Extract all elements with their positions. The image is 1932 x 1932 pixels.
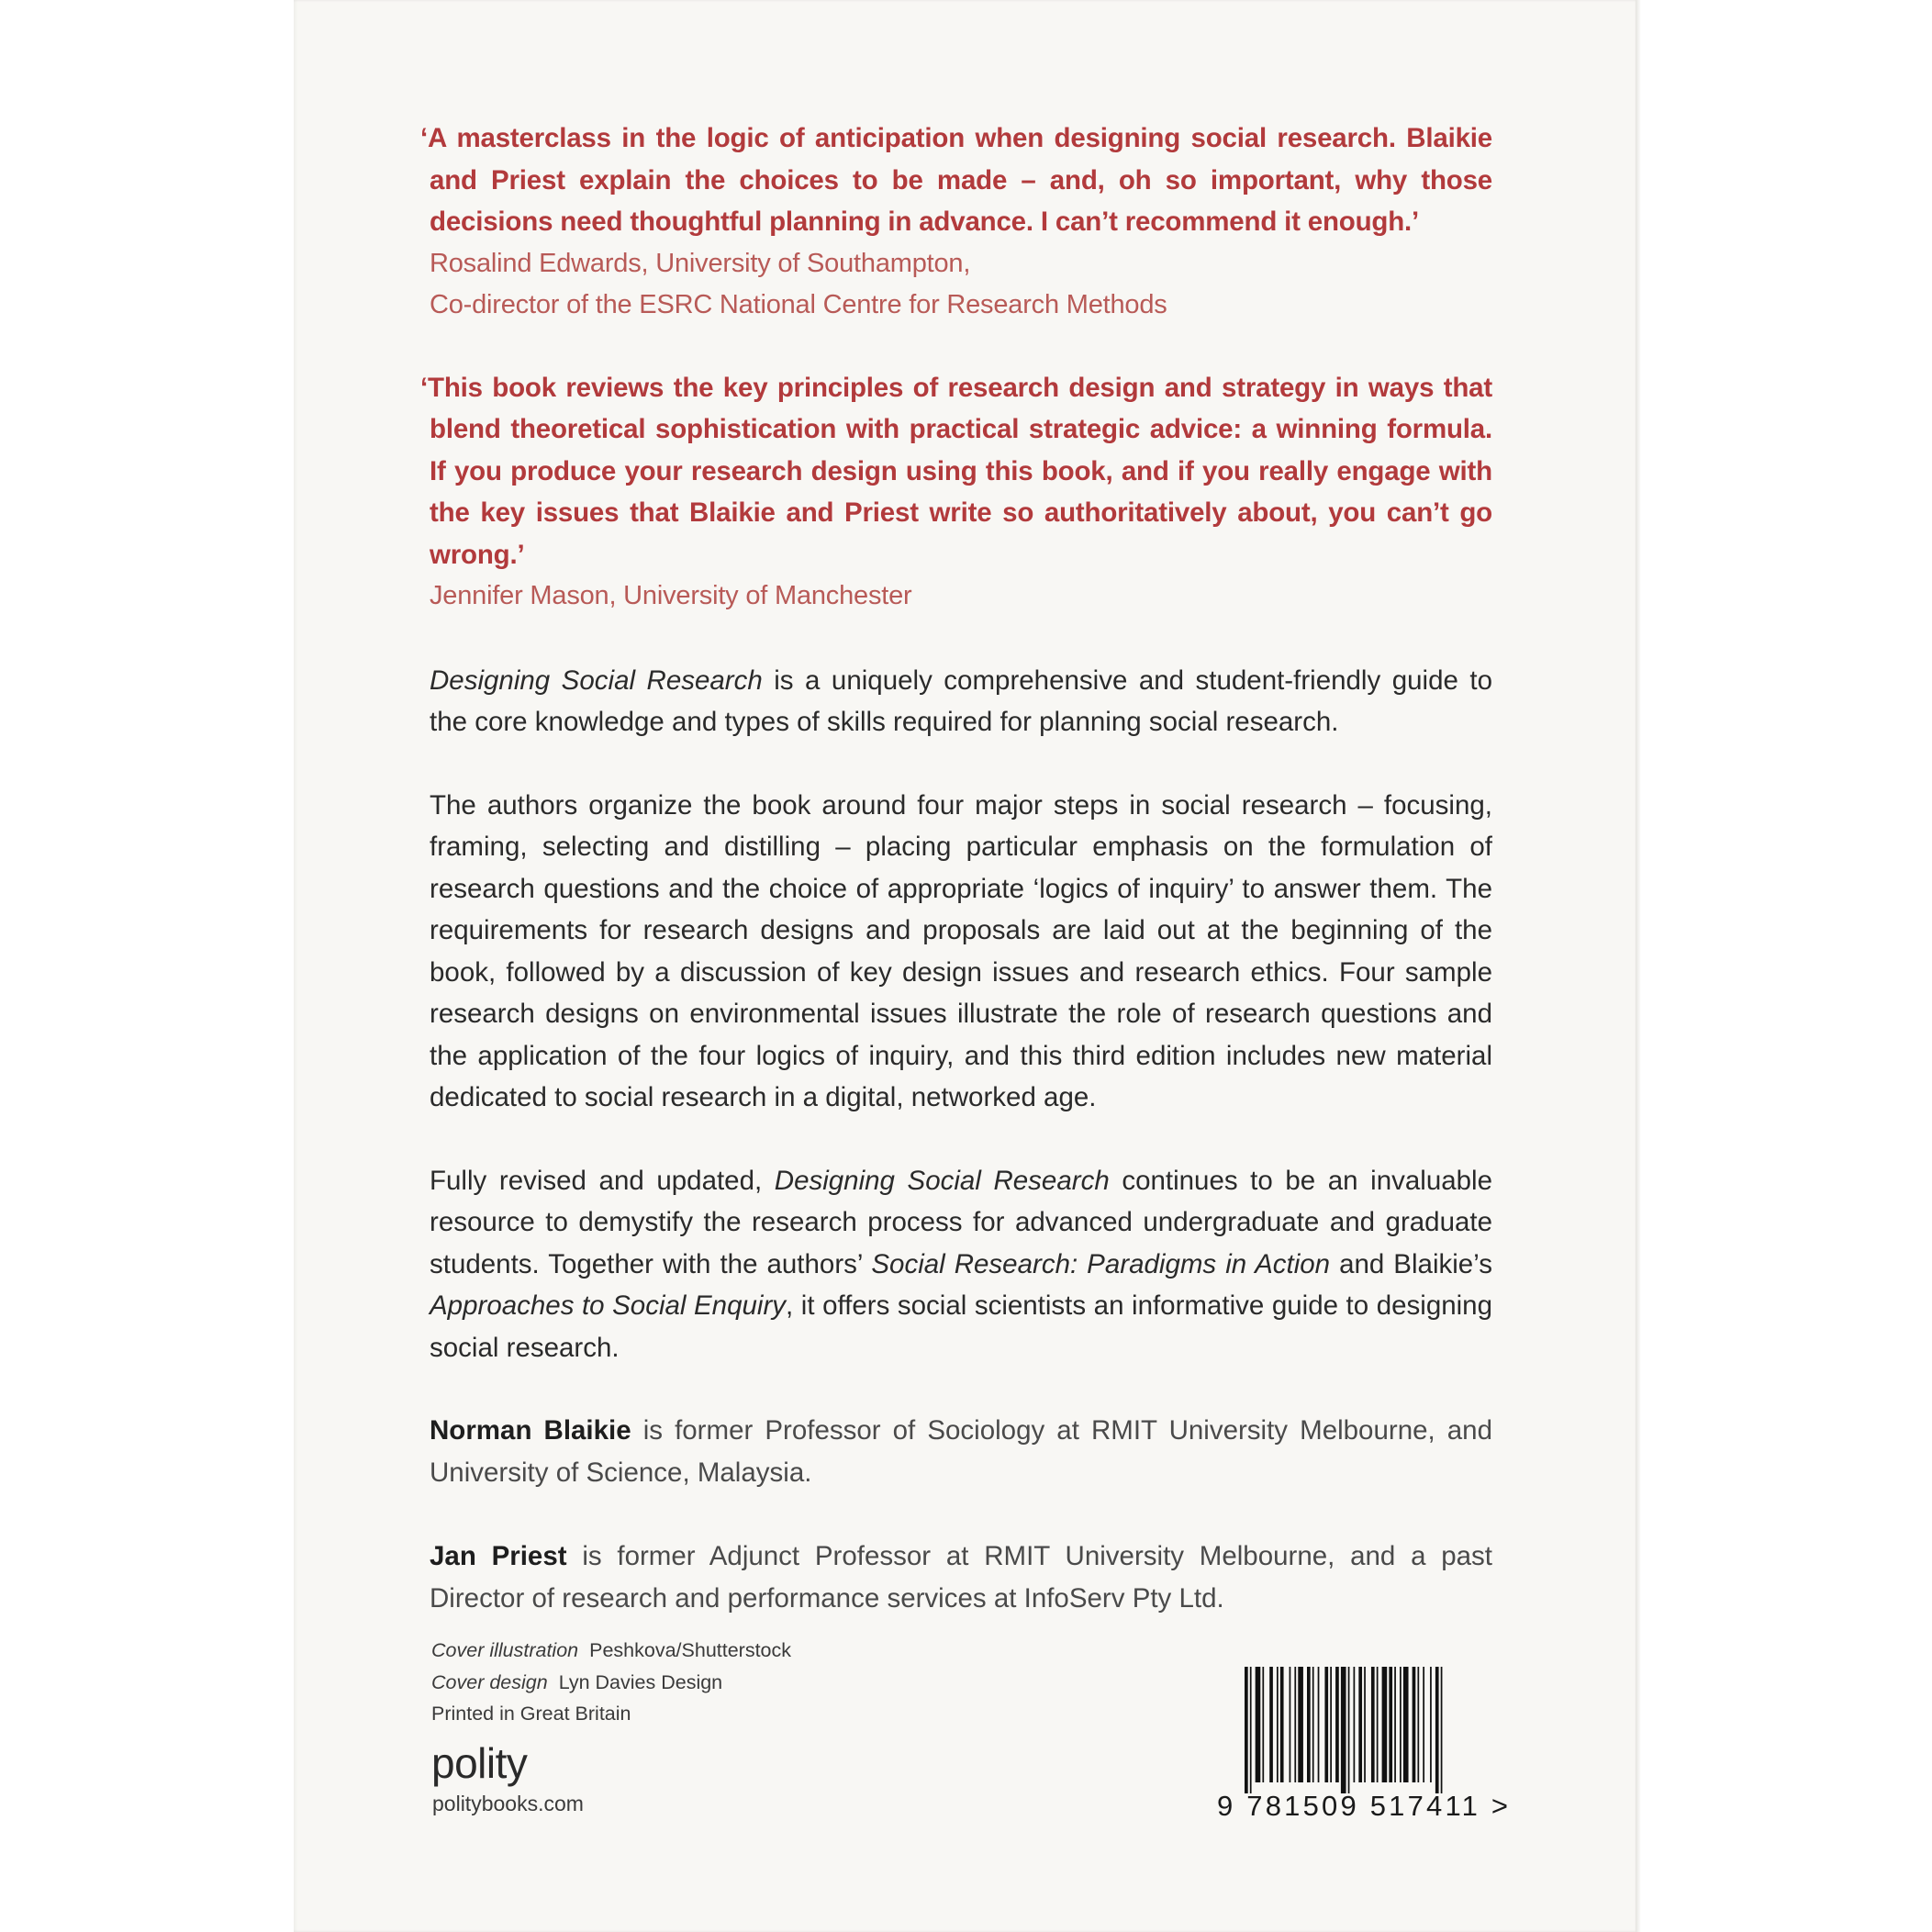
barcode-bar bbox=[1389, 1667, 1392, 1782]
credit-illustration: Cover illustration Peshkova/Shutterstock bbox=[431, 1639, 792, 1661]
barcode-bar bbox=[1307, 1667, 1311, 1782]
author-bio-2: Jan Priest is former Adjunct Professor at RMIT University Melbourne, and a past Director of research and performance services at InfoServ Pty Ltd. bbox=[430, 1541, 1492, 1614]
quote-attribution-role: Co-director of the ESRC National Centre for Research Methods bbox=[430, 290, 1167, 319]
credit-design: Cover design Lyn Davies Design bbox=[431, 1670, 723, 1693]
barcode-bar bbox=[1245, 1667, 1248, 1793]
book-title: Designing Social Research bbox=[774, 1165, 1110, 1196]
barcode-bar bbox=[1330, 1667, 1332, 1782]
quote-attribution: Rosalind Edwards, University of Southampton, bbox=[430, 248, 971, 278]
barcode-bar bbox=[1348, 1667, 1350, 1793]
barcode-bar bbox=[1354, 1667, 1356, 1782]
barcode-bar bbox=[1377, 1667, 1379, 1782]
barcode-bar bbox=[1335, 1667, 1339, 1782]
barcode-bar bbox=[1277, 1667, 1279, 1782]
barcode-bar bbox=[1358, 1667, 1362, 1782]
quote-attribution: Jennifer Mason, University of Manchester bbox=[430, 581, 912, 610]
barcode-bar bbox=[1413, 1667, 1416, 1782]
cover-edge bbox=[1636, 0, 1641, 1932]
description-paragraph-2: The authors organize the book around four major steps in social research – focusing, framing, selecting and distilling – placing particular emphasis on the formulation of research questions and the choice of appropriate ‘logics of inquiry’ to answer them. The requirements for research designs and proposals are laid out at the beginning of the book, followed by a discussion of key design issues and research ethics. Four sample research designs on environmental issues illustrate the role of research questions and the application of the four logics of inquiry, and this third edition includes new material dedicated to social research in a digital, networked age. bbox=[430, 789, 1492, 1112]
barcode-bar bbox=[1280, 1667, 1284, 1782]
barcode-bar bbox=[1294, 1667, 1296, 1782]
barcode-bar bbox=[1312, 1667, 1314, 1782]
related-title: Approaches to Social Enquiry bbox=[430, 1290, 787, 1321]
description-paragraph-3: Fully revised and updated, Designing Social Research continues to be an invaluable resource to demystify the research process for advanced undergraduate and graduate students. Together with the authors’ Social Research: Paradigms in Action and Blaikie’s Approaches to Social Enquiry, it offers social scientists an informative guide to designing social research. bbox=[430, 1165, 1493, 1363]
related-title: Social Research: Paradigms in Action bbox=[871, 1248, 1331, 1279]
barcode-bar bbox=[1403, 1667, 1409, 1782]
barcode-bar bbox=[1430, 1667, 1432, 1782]
barcode-bar bbox=[1423, 1667, 1424, 1782]
barcode-bar bbox=[1269, 1667, 1273, 1782]
barcode-bar bbox=[1400, 1667, 1402, 1782]
quote-text: ‘This book reviews the key principles of research design and strategy in ways that blend theoretical sophistication with practical strategic advice: a winning formula. If you produce your research design using this book, and if you really engage with the key issues that Blaikie and Priest write so authoritatively about, you can’t go wrong.’ bbox=[420, 372, 1492, 570]
book-title: Designing Social Research bbox=[430, 664, 763, 696]
barcode-bar bbox=[1298, 1667, 1303, 1782]
printed-in: Printed in Great Britain bbox=[431, 1703, 631, 1725]
barcode-bar bbox=[1382, 1667, 1388, 1782]
barcode-bar bbox=[1441, 1667, 1443, 1793]
barcode-bar bbox=[1394, 1667, 1396, 1782]
author-name: Jan Priest bbox=[430, 1541, 567, 1571]
barcode-bar bbox=[1324, 1667, 1328, 1782]
isbn-digits: 9 781509 517411 > bbox=[1217, 1790, 1512, 1822]
cover-credits bbox=[431, 1635, 791, 1730]
barcode-bar bbox=[1256, 1667, 1261, 1782]
author-name: Norman Blaikie bbox=[430, 1415, 631, 1446]
author-bio-1: Norman Blaikie is former Professor of Sociology at RMIT University Melbourne, and University of Science, Malaysia. bbox=[430, 1415, 1492, 1488]
barcode-bar bbox=[1417, 1667, 1419, 1782]
isbn-barcode bbox=[1245, 1667, 1494, 1793]
barcode-bar bbox=[1262, 1667, 1264, 1782]
barcode-bar bbox=[1364, 1667, 1366, 1782]
barcode-bar bbox=[1371, 1667, 1375, 1782]
description-paragraph-1: Designing Social Research is a uniquely comprehensive and student-friendly guide to the core knowledge and types of skills required for planning social research. bbox=[430, 664, 1492, 737]
barcode-bar bbox=[1318, 1667, 1320, 1782]
quote-text: ‘A masterclass in the logic of anticipation when designing social research. Blaikie and Priest explain the choices to be made – and, oh so important, why those decisions need thoughtful planning in advance. I can’t recommend it enough.’ bbox=[420, 123, 1492, 237]
endorsement-quote-1 bbox=[420, 117, 1492, 327]
endorsement-quote-2 bbox=[420, 367, 1492, 618]
barcode-bar bbox=[1250, 1667, 1252, 1793]
barcode-bar bbox=[1290, 1667, 1291, 1782]
back-cover-text bbox=[420, 117, 1493, 1620]
publisher-logo: polity bbox=[431, 1739, 528, 1787]
publisher-url: politybooks.com bbox=[432, 1792, 584, 1815]
barcode-bar bbox=[1435, 1667, 1439, 1793]
barcode-bar bbox=[1341, 1667, 1346, 1793]
